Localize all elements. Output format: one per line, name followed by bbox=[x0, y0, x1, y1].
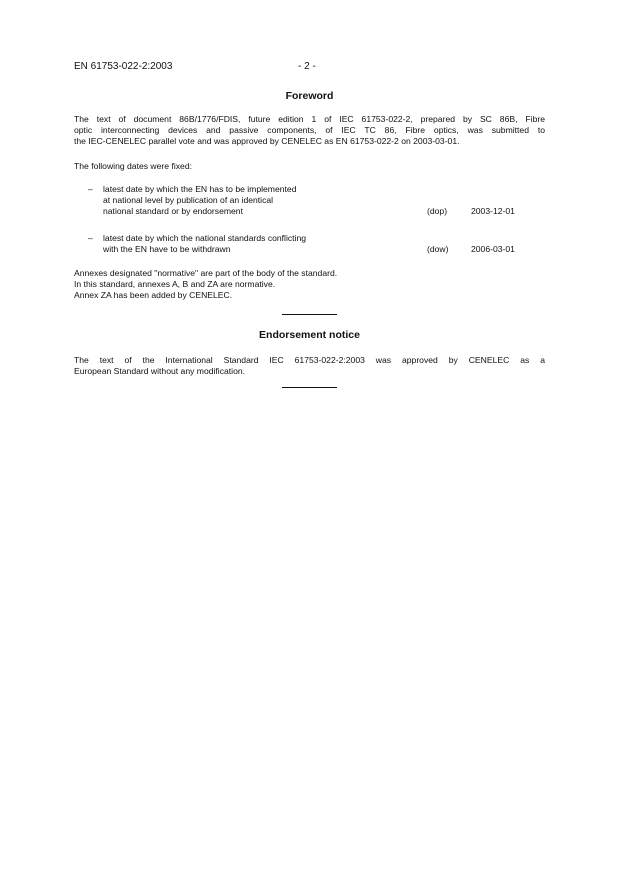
section-divider bbox=[282, 314, 337, 315]
dop-description-line: at national level by publication of an identical bbox=[103, 195, 274, 205]
document-identifier: EN 61753-022-2:2003 bbox=[74, 61, 173, 72]
list-bullet-dash: – bbox=[88, 233, 93, 243]
dop-date: 2003-12-01 bbox=[471, 206, 515, 216]
foreword-intro-line: The text of document 86B/1776/FDIS, future edition 1 of IEC 61753-022-2, prepared by SC 86B, Fibre bbox=[74, 114, 545, 124]
dow-date: 2006-03-01 bbox=[471, 244, 515, 254]
dop-description-line: national standard or by endorsement bbox=[103, 206, 243, 216]
dop-code: (dop) bbox=[427, 206, 448, 216]
page-number: - 2 - bbox=[298, 61, 316, 72]
annex-line: Annexes designated "normative" are part of the body of the standard. bbox=[74, 268, 338, 278]
foreword-intro-paragraph bbox=[74, 114, 545, 147]
dow-description-line: with the EN have to be withdrawn bbox=[103, 244, 231, 254]
foreword-intro-line: the IEC-CENELEC parallel vote and was approved by CENELEC as EN 61753-022-2 on 2003-03-01. bbox=[74, 136, 460, 146]
foreword-intro-line: optic interconnecting devices and passive components, of IEC TC 86, Fibre optics, was submitted to bbox=[74, 125, 545, 135]
annex-paragraph bbox=[74, 268, 545, 301]
dow-description-line: latest date by which the national standards conflicting bbox=[103, 233, 307, 243]
dow-code: (dow) bbox=[427, 244, 449, 254]
dow-description bbox=[103, 233, 403, 255]
section-divider bbox=[282, 387, 337, 388]
annex-line: Annex ZA has been added by CENELEC. bbox=[74, 290, 233, 300]
endorsement-paragraph bbox=[74, 355, 545, 377]
endorsement-line: European Standard without any modification. bbox=[74, 366, 246, 376]
dop-description bbox=[103, 184, 403, 217]
list-bullet-dash: – bbox=[88, 184, 93, 194]
annex-line: In this standard, annexes A, B and ZA are normative. bbox=[74, 279, 276, 289]
dop-description-line: latest date by which the EN has to be implemented bbox=[103, 184, 297, 194]
endorsement-line: The text of the International Standard IEC 61753-022-2:2003 was approved by CENELEC as a bbox=[74, 355, 545, 365]
endorsement-heading: Endorsement notice bbox=[259, 329, 360, 341]
dates-intro-text: The following dates were fixed: bbox=[74, 161, 192, 171]
foreword-heading: Foreword bbox=[285, 90, 334, 102]
